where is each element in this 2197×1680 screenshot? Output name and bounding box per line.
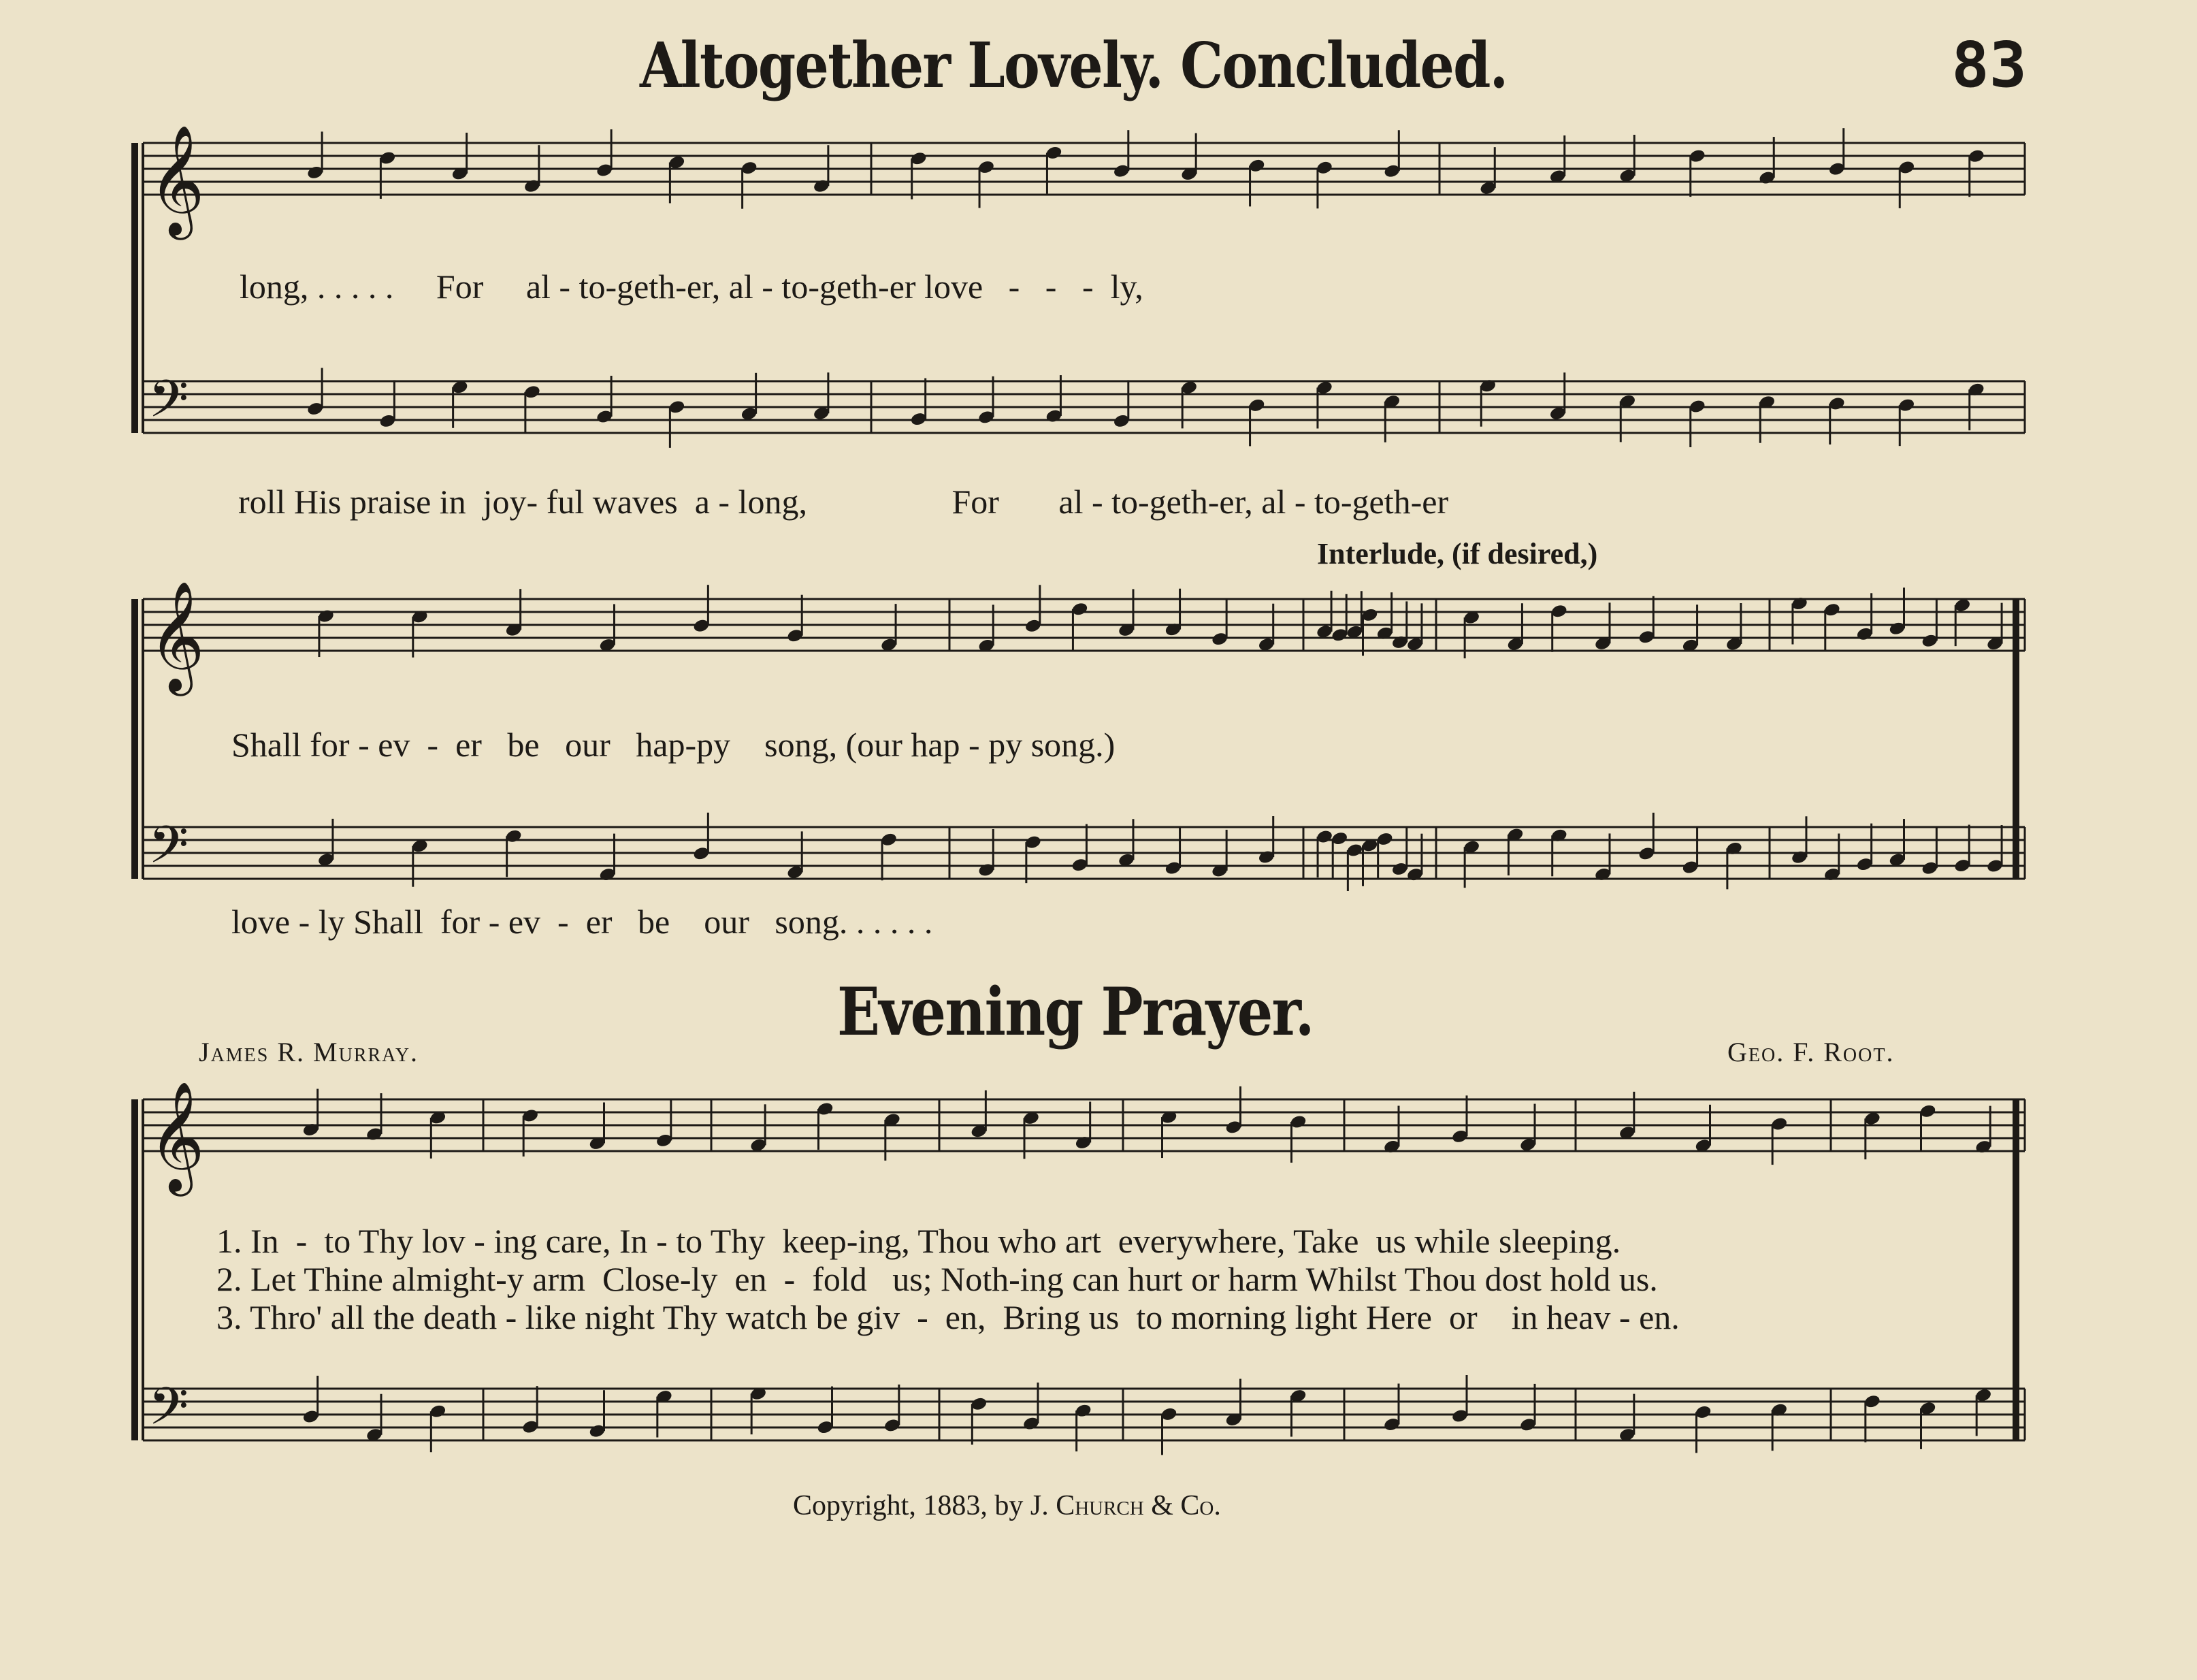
interlude-direction: Interlude, (if desired,) <box>1317 537 1598 570</box>
system2-bass-lyric: love - ly Shall for - ev - er be our song. . . . . . <box>231 903 933 941</box>
song2-bass-clef: 𝄢 <box>148 1376 189 1449</box>
system1-treble-lyric: long, . . . . . For al - to-geth-er, al - to-geth-er love - - - ly, <box>240 268 1143 306</box>
system1-bass-lyric: roll His praise in joy- ful waves a - long, For al - to-geth-er, al - to-geth-er <box>238 483 1449 521</box>
song2-treble-clef: 𝄞 <box>148 1081 205 1192</box>
system2-bass-clef: 𝄢 <box>148 815 189 888</box>
copyright-publisher: J. Church & Co. <box>1030 1490 1221 1521</box>
verse-1: 1. In - to Thy lov - ing care, In - to Thy keep-ing, Thou who art everywhere, Take us while sleeping. <box>216 1222 1621 1260</box>
system2-treble-clef: 𝄞 <box>148 581 205 692</box>
system1-bass-clef: 𝄢 <box>148 369 189 442</box>
copyright-line <box>793 1489 1221 1522</box>
page-number: 83 <box>1951 29 2027 101</box>
lyricist-credit: James R. Murray. <box>199 1037 419 1067</box>
verse-2: 2. Let Thine almight-y arm Close-ly en - fold us; Noth-ing can hurt or harm Whilst Thou dost hold us. <box>216 1260 1658 1298</box>
system1-treble-clef: 𝄞 <box>148 125 205 236</box>
system2-treble-lyric: Shall for - ev - er be our hap-py song, (our hap - py song.) <box>231 726 1116 764</box>
verse-3: 3. Thro' all the death - like night Thy watch be giv - en, Bring us to morning light Here or in heav - en. <box>216 1298 1680 1336</box>
composer-credit: Geo. F. Root. <box>1727 1037 1895 1067</box>
page-title: Altogether Lovely. Concluded. <box>640 29 1508 102</box>
song-title: Evening Prayer. <box>837 973 1314 1050</box>
copyright-prefix: Copyright, 1883, by <box>793 1490 1024 1521</box>
